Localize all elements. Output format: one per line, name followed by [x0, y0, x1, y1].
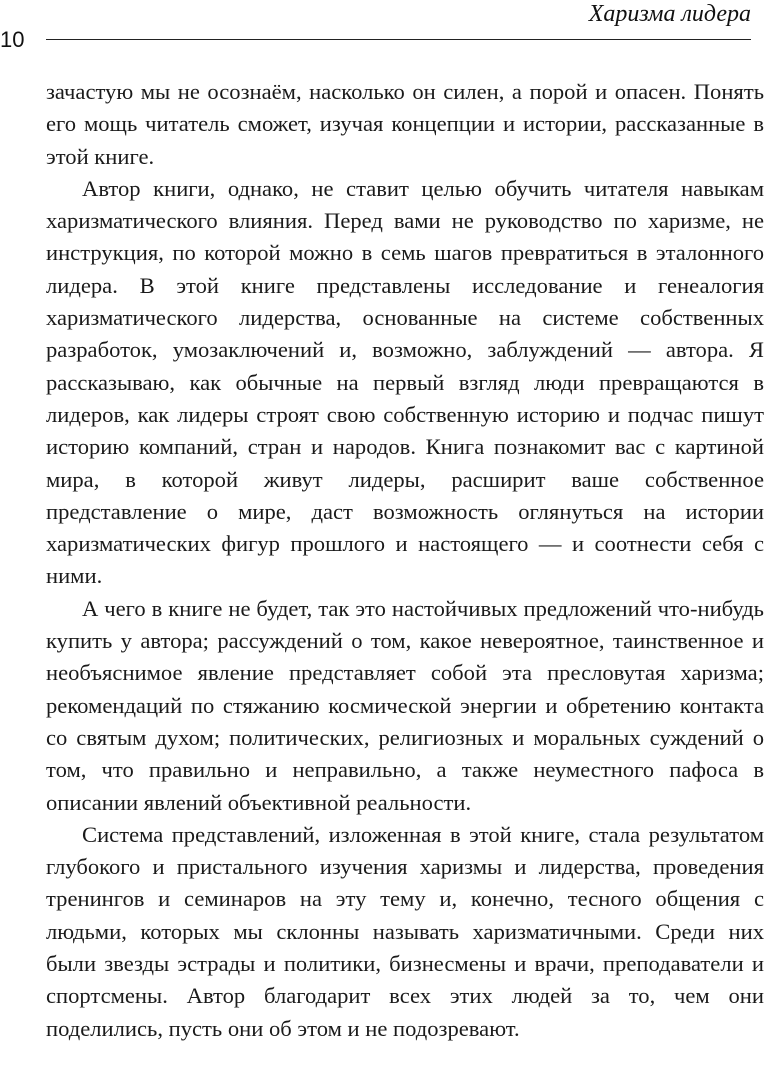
body-text [46, 76, 764, 1045]
header-rule [46, 39, 751, 40]
running-head-title: Харизма лидера [588, 1, 751, 27]
paragraph-system-of-ideas: Система представлений, изложенная в этой книге, стала результатом глубокого и пристального изучения харизмы и лидерства, проведения тренингов и семинаров на эту тему и, конечно, тесного общения с людьми, которых мы склонны называть харизматичными. Среди них были звезды эстрады и политики, бизнесмены и врачи, преподаватели и спортсмены. Автор благодарит всех этих людей за то, чем они поделились, пусть они об этом и не подозревают. [46, 821, 764, 1041]
paragraph-author-goal: Автор книги, однако, не ставит целью обучить читателя навыкам харизматического влияния. Перед вами не руководство по харизме, не инструкция, по которой можно в семь шагов превратиться в эталонного лидера. В этой книге представлены исследование и генеалогия харизматического лидерства, основанные на системе собственных разработок, умозаключений и, возможно, заблуждений — автора. Я рассказываю, как обычные на первый взгляд люди превращаются в лидеров, как лидеры строят свою собственную историю и подчас пишут историю компаний, стран и народов. Книга познакомит вас с картиной мира, в которой живут лидеры, расширит ваше собственное представление о мире, даст возможность оглянуться на истории харизматических фигур прошлого и настоящего — и соотнести себя с ними. [46, 175, 764, 589]
paragraph-what-not-included: А чего в книге не будет, так это настойчивых предложений что-нибудь купить у автора; рассуждений о том, какое невероятное, таинственное и необъяснимое явление представляет собой эта пресловутая харизма; рекомендаций по стяжанию космической энергии и обретению контакта со святым духом; политических, религиозных и моральных суждений о том, что правильно и неправильно, а также неуместного пафоса в описании явлений объективной реальности. [46, 595, 764, 815]
paragraph-continuation: зачастую мы не осознаём, насколько он силен, а порой и опасен. Понять его мощь читатель сможет, изучая концепции и истории, рассказанные в этой книге. [46, 79, 764, 169]
page-number: 10 [0, 27, 25, 52]
